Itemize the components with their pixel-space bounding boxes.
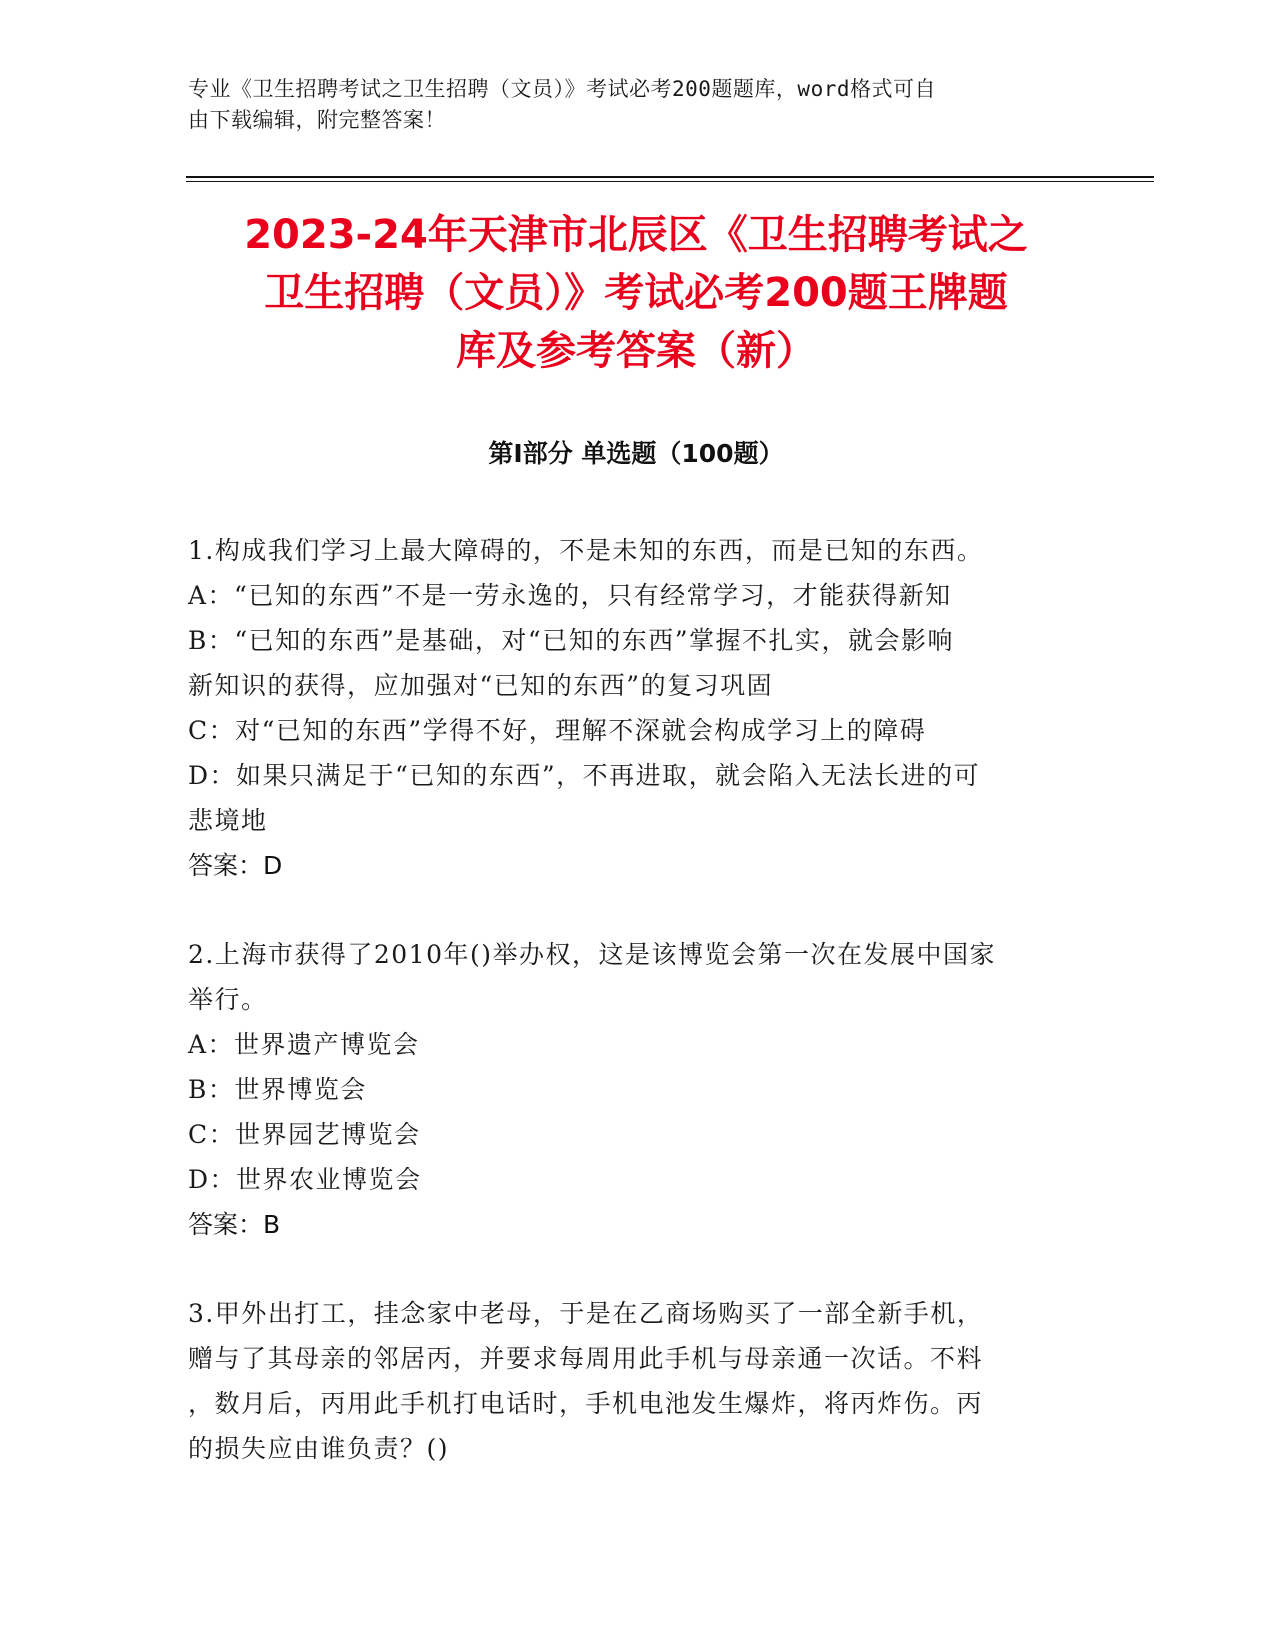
question-text-continued: 的损失应由谁负责？() (188, 1434, 450, 1463)
option-b-continued: 新知识的获得，应加强对“已知的东西”的复习巩固 (188, 671, 774, 700)
title-line: 2023-24年天津市北辰区《卫生招聘考试之 (244, 212, 1028, 258)
option-b: B：“已知的东西”是基础，对“已知的东西”掌握不扎实，就会影响 (188, 626, 954, 655)
section-title: 第I部分 单选题（100题） (488, 439, 784, 468)
answer-key: 答案：D (188, 851, 283, 880)
question-text-continued: 赠与了其母亲的邻居丙，并要求每周用此手机与母亲通一次话。不料 (188, 1344, 984, 1373)
answer-key: 答案：B (188, 1210, 281, 1239)
title-line: 卫生招聘（文员）》考试必考200题王牌题 (264, 270, 1008, 316)
question-text-continued: ，数月后，丙用此手机打电话时，手机电池发生爆炸，将丙炸伤。丙 (188, 1389, 984, 1418)
option-a: A：世界遗产博览会 (188, 1030, 420, 1059)
header-divider-thin (186, 181, 1154, 182)
header-note-line: 由下载编辑，附完整答案！ (188, 108, 446, 132)
question-3 (188, 1291, 1078, 1471)
option-b: B：世界博览会 (188, 1075, 367, 1104)
header-note-line: 专业《卫生招聘考试之卫生招聘（文员）》考试必考200题题库，word格式可自 (188, 77, 936, 101)
question-text: 3.甲外出打工，挂念家中老母，于是在乙商场购买了一部全新手机， (188, 1299, 984, 1328)
question-list (188, 528, 1078, 1515)
option-c: C：世界园艺博览会 (188, 1120, 421, 1149)
document-title (186, 206, 1086, 380)
question-2 (188, 932, 1078, 1247)
question-text: 2.上海市获得了2010年()举办权，这是该博览会第一次在发展中国家 (188, 940, 996, 969)
option-d: D：世界农业博览会 (188, 1165, 422, 1194)
question-1 (188, 528, 1078, 888)
option-d-continued: 悲境地 (188, 806, 268, 835)
question-text: 1.构成我们学习上最大障碍的，不是未知的东西，而是已知的东西。 (188, 536, 984, 565)
option-d: D：如果只满足于“已知的东西”，不再进取，就会陷入无法长进的可 (188, 761, 981, 790)
option-c: C：对“已知的东西”学得不好，理解不深就会构成学习上的障碍 (188, 716, 927, 745)
option-a: A：“已知的东西”不是一劳永逸的，只有经常学习，才能获得新知 (188, 581, 952, 610)
question-text-continued: 举行。 (188, 985, 268, 1014)
header-divider-thick (186, 176, 1154, 178)
title-line: 库及参考答案（新） (456, 328, 816, 374)
document-header-note (188, 74, 1068, 136)
